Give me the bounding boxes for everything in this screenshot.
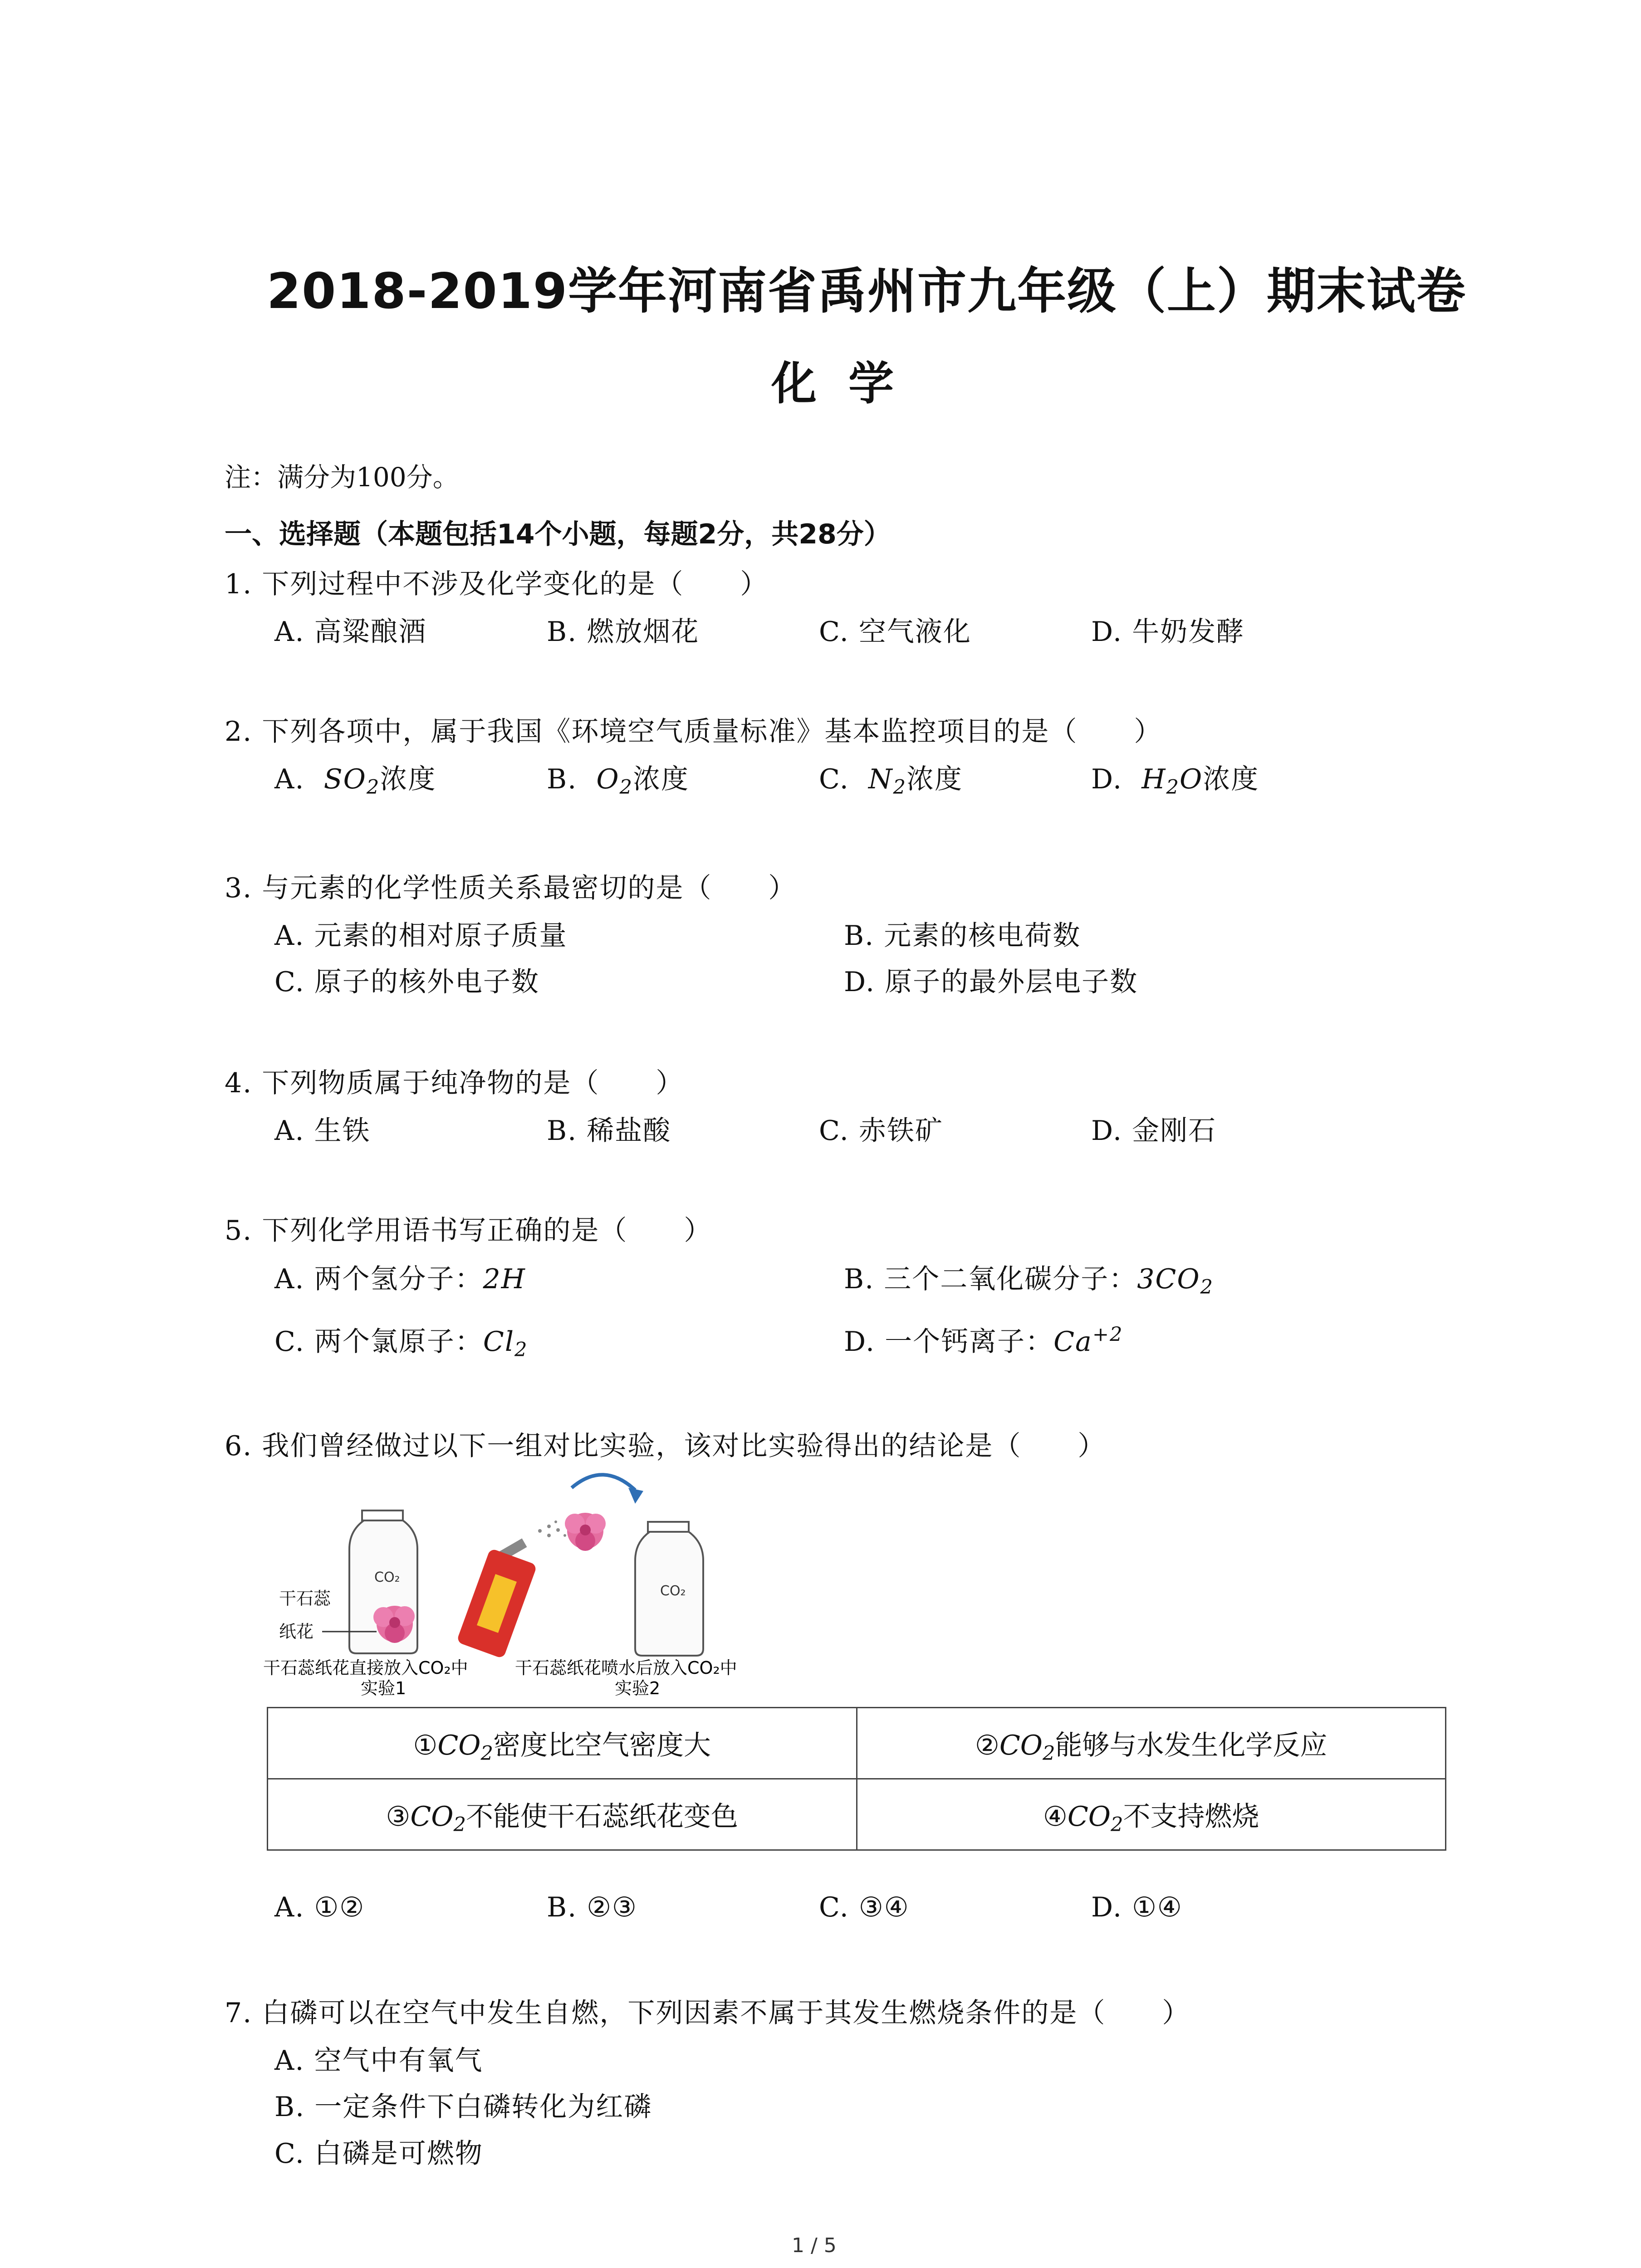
subject-title: 化学 (771, 357, 926, 410)
question-6-option-d: D. ①④ (1091, 1892, 1183, 1923)
jar-1-label: CO₂ (374, 1569, 400, 1585)
spray-mist (538, 1520, 566, 1537)
question-1-option-c: C. 空气液化 (819, 616, 971, 648)
conclusion-3: $③CO_2$不能使干石蕊纸花变色 (268, 1779, 857, 1850)
question-4-option-c: C. 赤铁矿 (819, 1115, 943, 1147)
question-7-option-b: B. 一定条件下白磷转化为红磷 (274, 2091, 652, 2123)
conclusion-2: $②CO_2$能够与水发生化学反应 (857, 1708, 1446, 1779)
question-7-option-c: C. 白磷是可燃物 (274, 2138, 483, 2170)
question-3-option-c: C. 原子的核外电子数 (274, 966, 539, 998)
page-title: 2018-2019学年河南省禹州市九年级（上）期末试卷 (267, 263, 1466, 320)
label-experiment-1: 实验1 (361, 1678, 407, 1698)
question-4-option-a: A. 生铁 (274, 1115, 371, 1147)
question-2-stem: 2. 下列各项中，属于我国《环境空气质量标准》基本监控项目的是（ ） (225, 716, 1162, 748)
question-2-option-c: C. $N_2$浓度 (819, 763, 963, 799)
score-note: 注：满分为100分。 (225, 462, 459, 493)
question-3-option-b: B. 元素的核电荷数 (844, 920, 1081, 952)
section-heading: 一、选择题（本题包括14个小题，每题2分，共28分） (225, 518, 891, 550)
question-3-option-d: D. 原子的最外层电子数 (844, 966, 1138, 998)
question-5-option-b: B. 三个二氧化碳分子：$3CO_2$ (844, 1263, 1214, 1299)
label-dry-litmus: 干石蕊 (279, 1589, 331, 1608)
question-5-option-d: D. 一个钙离子：$Ca^{+2}$ (844, 1323, 1123, 1358)
question-4-option-b: B. 稀盐酸 (547, 1115, 671, 1147)
experiment-figure (259, 1463, 794, 1699)
question-1-option-d: D. 牛奶发酵 (1091, 616, 1245, 648)
label-experiment-2: 实验2 (615, 1678, 661, 1698)
question-1-option-b: B. 燃放烟花 (547, 616, 700, 648)
jar-2-label: CO₂ (660, 1583, 686, 1599)
question-6-stem: 6. 我们曾经做过以下一组对比实验，该对比实验得出的结论是（ ） (225, 1430, 1106, 1462)
conclusion-1: $①CO_2$密度比空气密度大 (268, 1708, 857, 1779)
flower-2 (565, 1513, 606, 1551)
question-3-option-a: A. 元素的相对原子质量 (274, 920, 568, 952)
question-6-option-c: C. ③④ (819, 1892, 910, 1923)
label-paper-flower: 纸花 (279, 1622, 314, 1642)
question-4-option-d: D. 金刚石 (1091, 1115, 1217, 1147)
question-1-stem: 1. 下列过程中不涉及化学变化的是（ ） (225, 568, 769, 600)
question-2-option-a: A. $SO_2$浓度 (274, 763, 436, 799)
transfer-arrow-icon (572, 1475, 635, 1490)
question-1-option-a: A. 高粱酿酒 (274, 616, 427, 648)
question-5-stem: 5. 下列化学用语书写正确的是（ ） (225, 1215, 712, 1246)
question-7-stem: 7. 白磷可以在空气中发生自燃，下列因素不属于其发生燃烧条件的是（ ） (225, 1997, 1190, 2029)
conclusions-table (267, 1707, 1446, 1851)
caption-experiment-1: 干石蕊纸花直接放入CO₂中 (263, 1658, 468, 1678)
question-3-stem: 3. 与元素的化学性质关系最密切的是（ ） (225, 872, 797, 904)
question-2-option-d: D. $H_2O$浓度 (1091, 763, 1259, 799)
sprayer (456, 1538, 538, 1659)
question-4-stem: 4. 下列物质属于纯净物的是（ ） (225, 1067, 684, 1099)
question-5-option-c: C. 两个氯原子：$Cl_2$ (274, 1326, 528, 1362)
question-6-option-b: B. ②③ (547, 1892, 637, 1923)
conclusion-4: $④CO_2$不支持燃烧 (857, 1779, 1446, 1850)
question-6-option-a: A. ①② (274, 1892, 365, 1923)
question-2-option-b: B. $O_2$浓度 (547, 763, 690, 799)
question-7-option-a: A. 空气中有氧气 (274, 2045, 483, 2077)
page-number: 1 / 5 (792, 2234, 837, 2257)
question-5-option-a: A. 两个氢分子：2H (274, 1263, 526, 1295)
caption-experiment-2: 干石蕊纸花喷水后放入CO₂中 (515, 1658, 737, 1678)
gas-jar-2 (635, 1522, 703, 1656)
